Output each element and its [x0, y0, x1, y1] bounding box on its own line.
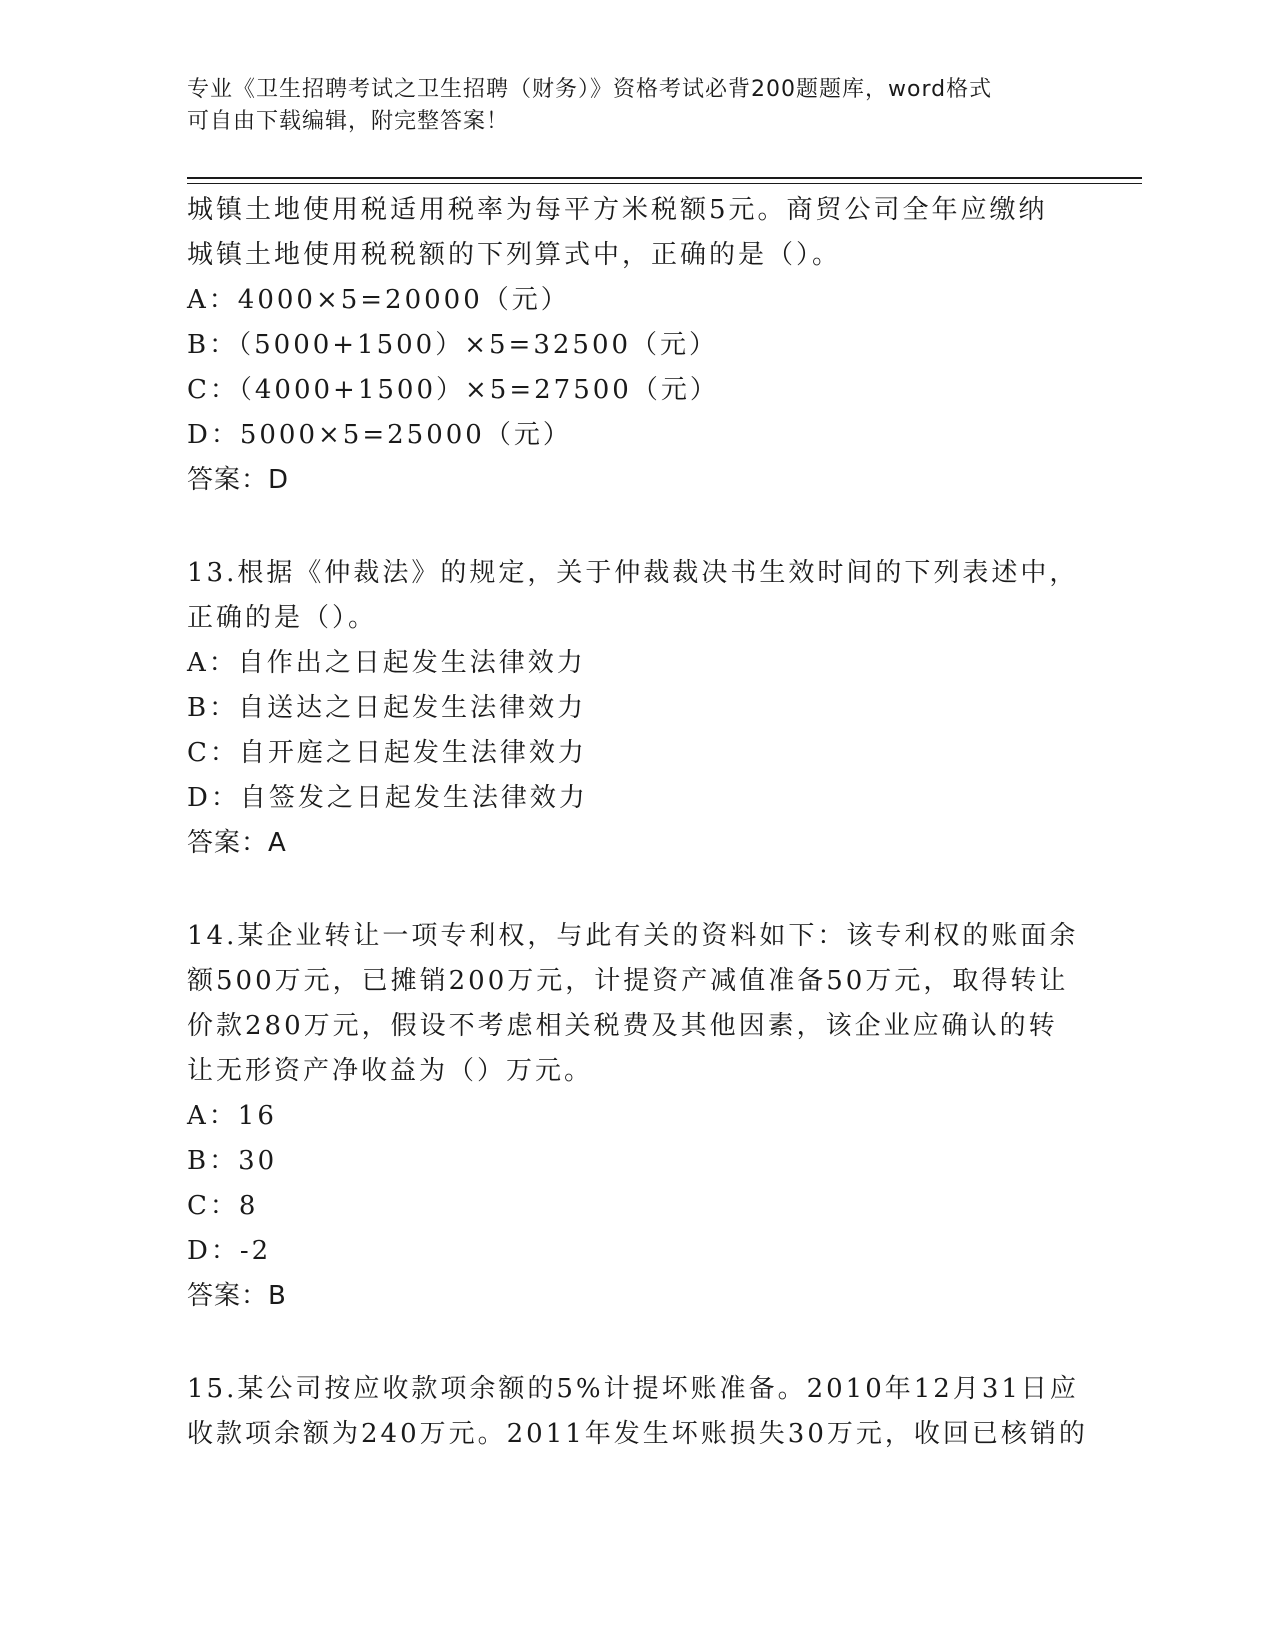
option-d: D：-2	[187, 1236, 272, 1266]
option-c: C：8	[187, 1191, 259, 1221]
option-c: C：（4000+1500）×5=27500（元）	[187, 375, 719, 405]
question-stem: 额500万元，已摊销200万元，计提资产减值准备50万元，取得转让	[187, 966, 1069, 996]
option-b: B：自送达之日起发生法律效力	[187, 693, 587, 723]
option-c: C：自开庭之日起发生法律效力	[187, 738, 587, 768]
question-stem: 15.某公司按应收款项余额的5%计提坏账准备。2010年12月31日应	[187, 1374, 1079, 1404]
header-divider-thick	[187, 177, 1142, 179]
question-14	[187, 914, 1087, 1319]
question-stem: 14.某企业转让一项专利权，与此有关的资料如下：该专利权的账面余	[187, 921, 1079, 951]
question-12	[187, 188, 1087, 503]
question-stem: 城镇土地使用税税额的下列算式中，正确的是（）。	[187, 240, 842, 270]
question-stem: 让无形资产净收益为（）万元。	[187, 1056, 594, 1086]
question-stem: 城镇土地使用税适用税率为每平方米税额5元。商贸公司全年应缴纳	[187, 195, 1048, 225]
option-b: B：（5000+1500）×5=32500（元）	[187, 330, 719, 360]
question-stem: 价款280万元，假设不考虑相关税费及其他因素，该企业应确认的转	[187, 1011, 1058, 1041]
question-spacer	[187, 503, 1087, 551]
option-a: A：自作出之日起发生法律效力	[187, 648, 586, 678]
answer-line: 答案：B	[187, 1281, 287, 1311]
question-13	[187, 551, 1087, 866]
option-a: A：4000×5=20000（元）	[187, 285, 570, 315]
answer-line: 答案：D	[187, 465, 290, 495]
header-title-line-1: 专业《卫生招聘考试之卫生招聘（财务）》资格考试必背200题题库，word格式	[187, 77, 993, 102]
option-d: D：自签发之日起发生法律效力	[187, 783, 588, 813]
header-title-line-2: 可自由下载编辑，附完整答案！	[187, 109, 510, 134]
question-15	[187, 1367, 1087, 1457]
question-stem: 收款项余额为240万元。2011年发生坏账损失30万元，收回已核销的	[187, 1419, 1088, 1449]
answer-line: 答案：A	[187, 828, 287, 858]
question-stem: 正确的是（）。	[187, 603, 378, 633]
option-d: D：5000×5=25000（元）	[187, 420, 572, 450]
question-spacer	[187, 1319, 1087, 1367]
question-list	[187, 188, 1087, 1457]
question-stem: 13.根据《仲裁法》的规定，关于仲裁裁决书生效时间的下列表述中，	[187, 558, 1079, 588]
option-b: B：30	[187, 1146, 278, 1176]
option-a: A：16	[187, 1101, 277, 1131]
header-divider-thin	[187, 183, 1142, 184]
question-spacer	[187, 866, 1087, 914]
document-header	[187, 74, 1087, 138]
